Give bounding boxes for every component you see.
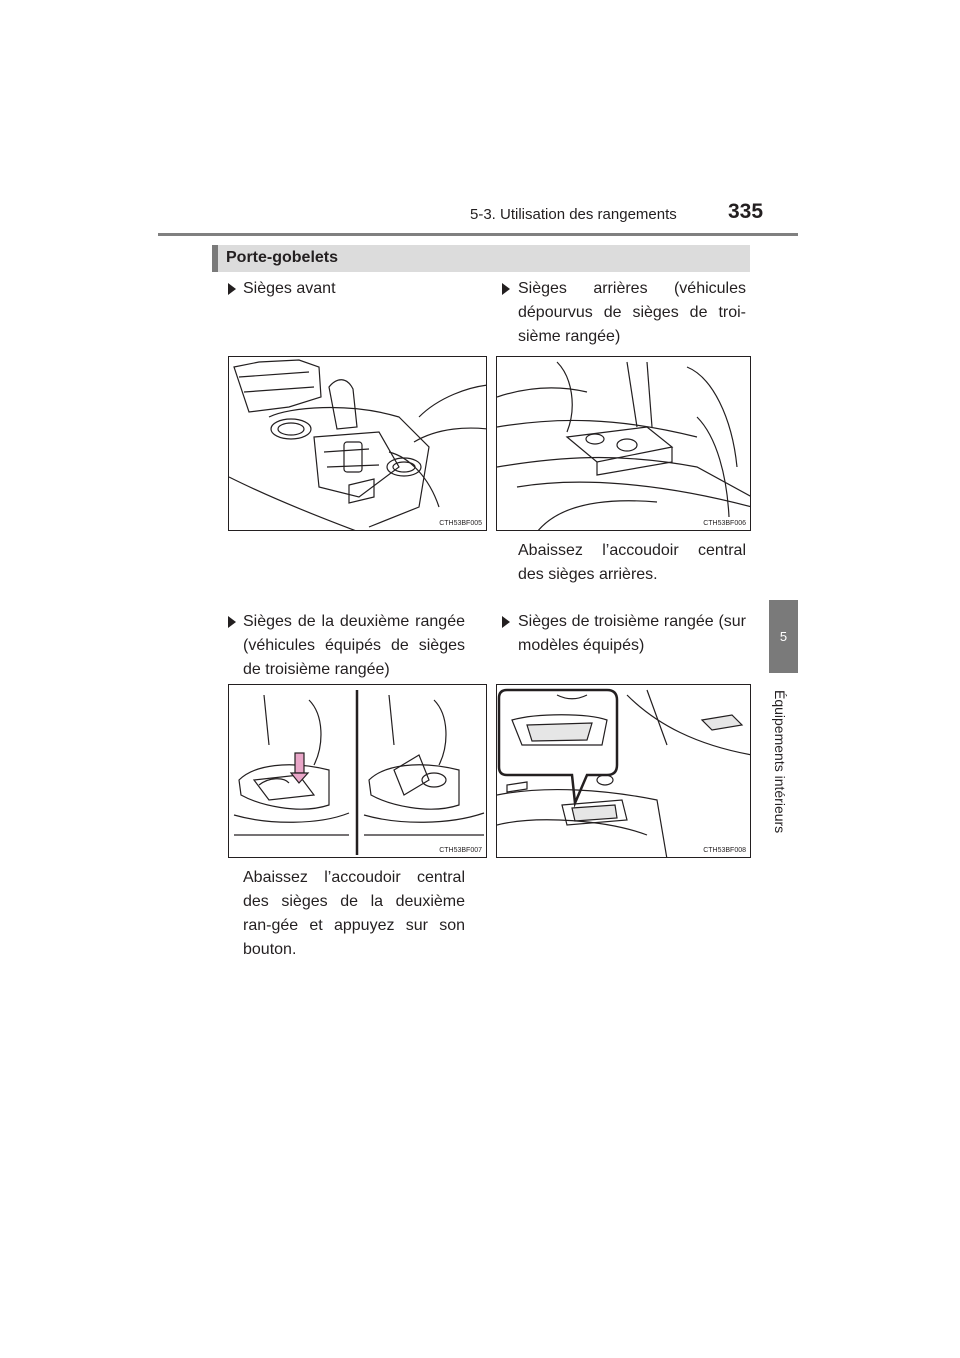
chapter-label: Équipements intérieurs bbox=[772, 690, 788, 834]
figure-code: CTH53BF007 bbox=[439, 847, 482, 854]
item-heading-third-row: Sièges de troisième rangée (sur modèles équipés) bbox=[518, 613, 746, 654]
bullet-arrow-icon bbox=[502, 616, 510, 628]
bullet-arrow-icon bbox=[502, 283, 510, 295]
item-heading-front-seats: Sièges avant bbox=[243, 280, 336, 297]
figure-rear-cupholders bbox=[496, 356, 751, 531]
header-rule bbox=[158, 233, 798, 236]
caption-second-row: Abaissez l’accoudoir central des sièges de la deuxième ran-gée et appuyez sur son bouton. bbox=[243, 869, 465, 958]
item-heading-second-row: Sièges de la deuxième rangée (véhicules équipés de sièges de troisième rangée) bbox=[243, 613, 465, 678]
section-title: Porte-gobelets bbox=[226, 249, 339, 266]
item-heading-rear-seats: Sièges arrières (véhicules dépourvus de sièges de troi-sième rangée) bbox=[518, 280, 746, 345]
bullet-arrow-icon bbox=[228, 283, 236, 295]
figure-code: CTH53BF005 bbox=[439, 520, 482, 527]
figure-front-cupholders bbox=[228, 356, 487, 531]
figure-code: CTH53BF006 bbox=[703, 520, 746, 527]
chapter-number: 5 bbox=[779, 629, 788, 644]
figure-third-row-cupholders bbox=[496, 684, 751, 858]
bullet-arrow-icon bbox=[228, 616, 236, 628]
header-section-title: 5-3. Utilisation des rangements bbox=[470, 206, 677, 223]
figure-second-row-cupholders bbox=[228, 684, 487, 858]
caption-rear-seats: Abaissez l’accoudoir central des sièges arrières. bbox=[518, 542, 746, 583]
figure-code: CTH53BF008 bbox=[703, 847, 746, 854]
chapter-tab bbox=[769, 600, 798, 673]
page-number: 335 bbox=[728, 200, 764, 223]
